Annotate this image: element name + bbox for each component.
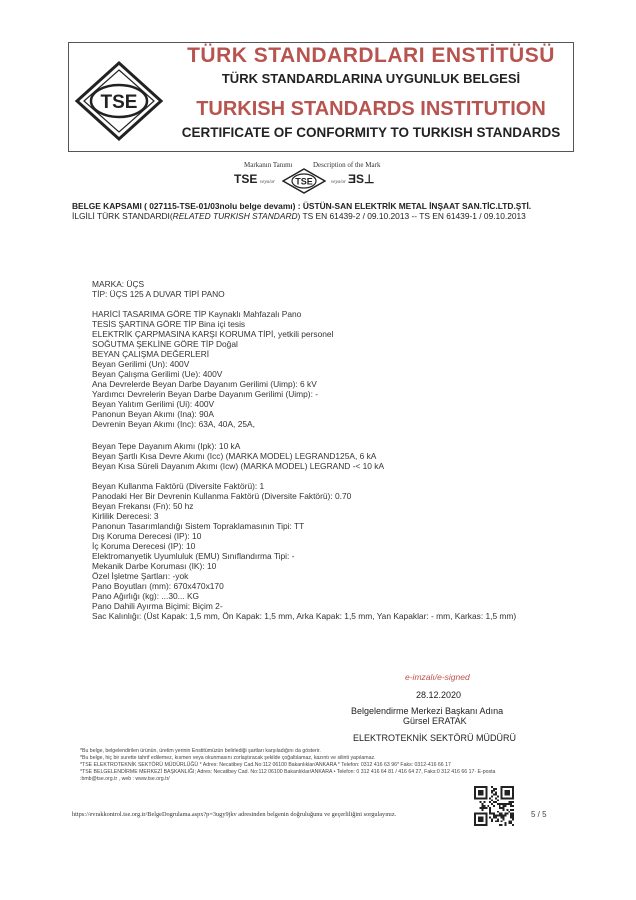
spec-line: Pano Boyutları (mm): 670x470x170 xyxy=(92,581,224,591)
footnote-2: *Bu belge, hiç bir surette tahrif edilemez, kısmen veya okunmasını zorlaştıracak şekilde çoğaltılamaz, kazıntı ve silinti yapılamaz. xyxy=(80,755,376,761)
spec-line: HARİCİ TASARIMA GÖRE TİP Kaynaklı Mahfazalı Pano xyxy=(92,309,302,319)
qr-code xyxy=(474,786,514,826)
spec-line: Beyan Yalıtım Gerilimi (Ui): 400V xyxy=(92,399,215,409)
spec-line: Pano Ağırlığı (kg): ...30... KG xyxy=(92,591,200,601)
related-standard-a: İLGİLİ TÜRK STANDARDI( xyxy=(72,211,173,221)
spec-line: Yardımcı Devrelerin Beyan Darbe Dayanım Gerilimi (Uimp): - xyxy=(92,389,319,399)
spec-line: MARKA: ÜÇS xyxy=(92,279,145,289)
footnote-1: *Bu belge, belgelendirilen ürünün, üretim yerinin Enstitümüzün belirlediği şartları karşıladığını da gösterir. xyxy=(80,748,321,754)
e-signed-label: e-imzalı/e-signed xyxy=(405,672,470,682)
spec-line: BEYAN ÇALIŞMA DEĞERLERİ xyxy=(92,349,210,359)
spec-line: TİP: ÜÇS 125 A DUVAR TİPİ PANO xyxy=(92,289,225,299)
related-standard-c: ) TS EN 61439-2 / 09.10.2013 -- TS EN 61439-1 / 09.10.2013 xyxy=(297,211,526,221)
page-number: 5 / 5 xyxy=(531,810,547,819)
tse-logo xyxy=(74,60,164,142)
mark-veya-left: veya/or xyxy=(260,180,275,185)
footnote-5: :bmb@tse.org.tr , web : www.tse.org.tr/ xyxy=(80,776,170,782)
mini-logo-text: TSE xyxy=(295,176,313,187)
title-turkish: TÜRK STANDARDLARI ENSTİTÜSÜ xyxy=(187,44,555,67)
spec-line: Sac Kalınlığı: (Üst Kapak: 1,5 mm, Ön Kapak: 1,5 mm, Arka Kapak: 1,5 mm, Yan Kapaklar: - mm, Karkas: 1,5 mm) xyxy=(92,611,517,621)
related-standard-b: RELATED TURKISH STANDARD xyxy=(172,211,298,221)
signature-name: Gürsel ERATAK xyxy=(403,716,467,726)
spec-line: Elektromanyetik Uyumluluk (EMU) Sınıflandırma Tipi: - xyxy=(92,551,295,561)
spec-line: İç Koruma Derecesi (IP): 10 xyxy=(92,541,196,551)
signature-date: 28.12.2020 xyxy=(416,690,462,700)
mark-mini-logo xyxy=(282,168,326,194)
spec-line: Ana Devrelerde Beyan Darbe Dayanım Gerilimi (Uimp): 6 kV xyxy=(92,379,317,389)
spec-line: Mekanik Darbe Koruması (IK): 10 xyxy=(92,561,217,571)
mark-caption-tr: Markanın Tanımı xyxy=(244,161,293,169)
signature-department: ELEKTROTEKNİK SEKTÖRÜ MÜDÜRÜ xyxy=(353,733,517,743)
mark-tse-mirrored: ƎS⊥ xyxy=(348,172,375,186)
footnote-4: *TSE BELGELENDİRME MERKEZİ BAŞKANLIĞI; Adres: Necatibey Cad. No:112 06100 Bakanlıklar/ANKARA • Telefon: 0 312 416 64 81 / 416 64 27, Faks:0 312 416 66 17· E-posta xyxy=(80,769,496,775)
signature-role: Belgelendirme Merkezi Başkanı Adına xyxy=(351,706,504,716)
spec-line: Panodaki Her Bir Devrenin Kullanma Faktörü (Diversite Faktörü): 0.70 xyxy=(92,491,352,501)
spec-line: Beyan Kullanma Faktörü (Diversite Faktörü): 1 xyxy=(92,481,265,491)
spec-line: Özel İşletme Şartları: -yok xyxy=(92,571,189,581)
subtitle-english: CERTIFICATE OF CONFORMITY TO TURKISH STANDARDS xyxy=(181,125,561,140)
title-english: TURKISH STANDARDS INSTITUTION xyxy=(196,98,546,120)
belge-kapsami: BELGE KAPSAMI ( 027115-TSE-01/03nolu belge devamı) : ÜSTÜN-SAN ELEKTRİK METAL İNŞAAT SAN.TİC.LTD.ŞTİ. xyxy=(72,201,532,211)
spec-line: Beyan Çalışma Gerilimi (Ue): 400V xyxy=(92,369,223,379)
spec-line: Panonun Beyan Akımı (Ina): 90A xyxy=(92,409,214,419)
verification-url-text: https://evrakkontrol.tse.org.tr/BelgeDogrulama.aspx?p=3ugy9jkv adresinden belgenin doğruluğunu ve geçerliliğini sorgulayınız. xyxy=(72,811,397,818)
spec-line: Beyan Frekansı (Fn): 50 hz xyxy=(92,501,194,511)
spec-line: Beyan Gerilimi (Un): 400V xyxy=(92,359,190,369)
spec-line: Panonun Tasarımlandığı Sistem Topraklamasının Tipi: TT xyxy=(92,521,305,531)
mark-tse-text: TSE xyxy=(234,172,258,186)
logo-text: TSE xyxy=(100,92,138,113)
related-standard xyxy=(72,211,526,221)
mark-caption-en: Description of the Mark xyxy=(313,161,381,169)
spec-line: Dış Koruma Derecesi (IP): 10 xyxy=(92,531,202,541)
spec-line: Beyan Tepe Dayanım Akımı (Ipk): 10 kA xyxy=(92,441,241,451)
spec-line: Kirlilik Derecesi: 3 xyxy=(92,511,159,521)
footnote-3: *TSE ELEKTROTEKNİK SEKTÖRÜ MÜDÜRLÜĞÜ * Adres: Necatibey Cad.No:112 06100 Bakanlıklar/ANKARA * Telefon: 0312 416 63 96* Faks: 0312-416 66 17 xyxy=(80,762,451,768)
spec-line: Beyan Şartlı Kısa Devre Akımı (Icc) (MARKA MODEL) LEGRAND125A, 6 kA xyxy=(92,451,377,461)
spec-line: SOĞUTMA ŞEKLİNE GÖRE TİP Doğal xyxy=(92,339,238,349)
spec-line: Pano Dahili Ayırma Biçimi: Biçim 2- xyxy=(92,601,223,611)
spec-line: ELEKTRİK ÇARPMASINA KARŞI KORUMA TİPİ, yetkili personel xyxy=(92,329,334,339)
subtitle-turkish: TÜRK STANDARDLARINA UYGUNLUK BELGESİ xyxy=(221,71,521,86)
spec-line: TESİS ŞARTINA GÖRE TİP Bina içi tesis xyxy=(92,319,246,329)
spec-line: Devrenin Beyan Akımı (Inc): 63A, 40A, 25A, xyxy=(92,419,255,429)
spec-line: Beyan Kısa Süreli Dayanım Akımı (Icw) (MARKA MODEL) LEGRAND -< 10 kA xyxy=(92,461,385,471)
mark-veya-right: veya/or xyxy=(331,180,346,185)
